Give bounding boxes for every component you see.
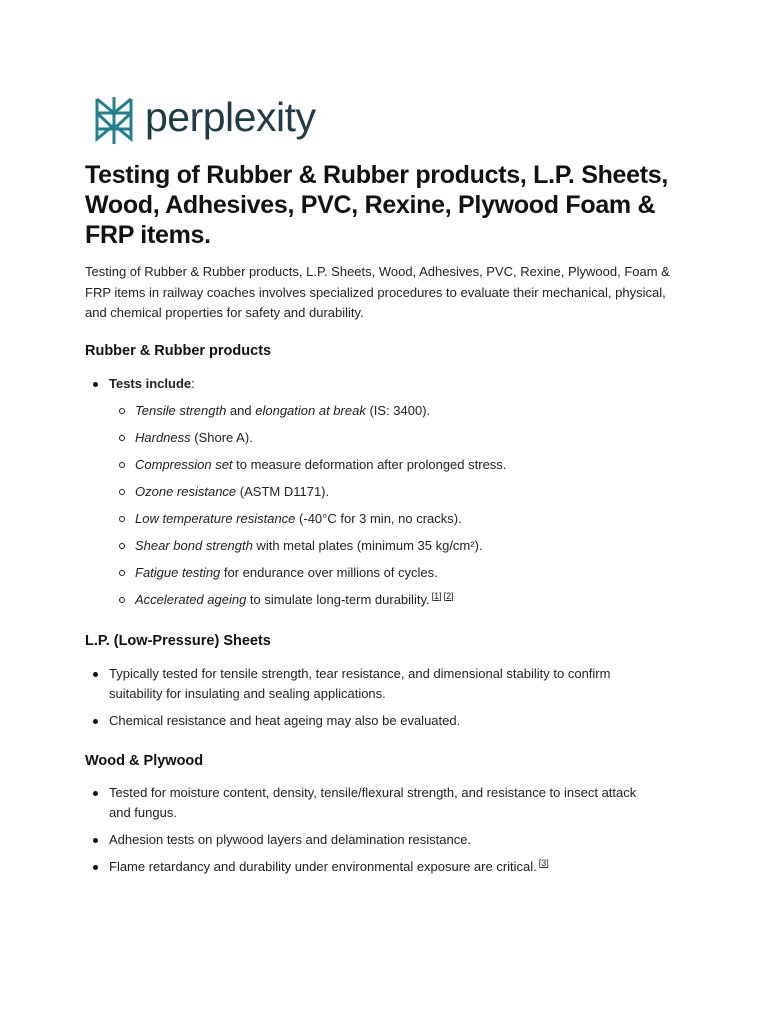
rubber-list bbox=[85, 374, 660, 617]
list-item: Ozone resistance (ASTM D1171). bbox=[109, 482, 660, 502]
list-item: Chemical resistance and heat ageing may also be evaluated. bbox=[85, 711, 660, 731]
intro-paragraph: Testing of Rubber & Rubber products, L.P. Sheets, Wood, Adhesives, PVC, Rexine, Plywood, Foam & FRP items in railway coaches involves specialized procedures to evaluate their mechanical, physical, and chemical properties for safety and durability. bbox=[85, 264, 670, 320]
section-heading-rubber: Rubber & Rubber products bbox=[85, 343, 272, 359]
list-item: Typically tested for tensile strength, tear resistance, and dimensional stability to confirm suitability for insulating and sealing applications. bbox=[85, 664, 660, 704]
list-item: Fatigue testing for endurance over millions of cycles. bbox=[109, 563, 660, 583]
list-item: Low temperature resistance (-40°C for 3 min, no cracks). bbox=[109, 509, 660, 529]
rubber-tests-sublist bbox=[109, 401, 660, 610]
wood-list bbox=[85, 783, 660, 884]
list-item: Tests include: Tensile strength and elongation at break (IS: 3400). Hardness (Shore A). Compression set to measure deformation after prolonged stress. Ozone resistance (ASTM D1171). Low temperature resistance (-40°C for 3 min, no cracks). Shear bond strength with metal plates (minimum 35 kg/cm²). Fatigue testing for endurance over millions of cycles. Accelerated ageing to simulate long-term durability. [1] [2] bbox=[85, 374, 660, 610]
list-item: Hardness (Shore A). bbox=[109, 428, 660, 448]
brand-name: perplexity bbox=[145, 93, 316, 140]
list-item: Accelerated ageing to simulate long-term durability. [1] [2] bbox=[109, 590, 660, 610]
citation-link-2[interactable]: [2] bbox=[443, 590, 454, 601]
perplexity-logo bbox=[93, 92, 315, 148]
list-item: Compression set to measure deformation after prolonged stress. bbox=[109, 455, 660, 475]
list-item: Flame retardancy and durability under environmental exposure are critical. [3] bbox=[85, 857, 660, 877]
lp-sheets-list bbox=[85, 664, 660, 738]
list-item: Adhesion tests on plywood layers and delamination resistance. bbox=[85, 830, 660, 850]
list-item: Tensile strength and elongation at break (IS: 3400). bbox=[109, 401, 660, 421]
citation-link-1[interactable]: [1] bbox=[431, 590, 442, 601]
section-heading-wood: Wood & Plywood bbox=[85, 753, 204, 769]
list-item: Shear bond strength with metal plates (minimum 35 kg/cm²). bbox=[109, 536, 660, 556]
page-title: Testing of Rubber & Rubber products, L.P. Sheets, Wood, Adhesives, PVC, Rexine, Plywood Foam & FRP items. bbox=[85, 161, 669, 249]
section-heading-lp-sheets: L.P. (Low-Pressure) Sheets bbox=[85, 633, 271, 649]
perplexity-logo-icon bbox=[93, 94, 135, 146]
citation-link-3[interactable]: [3] bbox=[538, 857, 549, 868]
list-item: Tested for moisture content, density, tensile/flexural strength, and resistance to insect attack and fungus. bbox=[85, 783, 660, 823]
tests-include-label: Tests include bbox=[109, 376, 192, 391]
